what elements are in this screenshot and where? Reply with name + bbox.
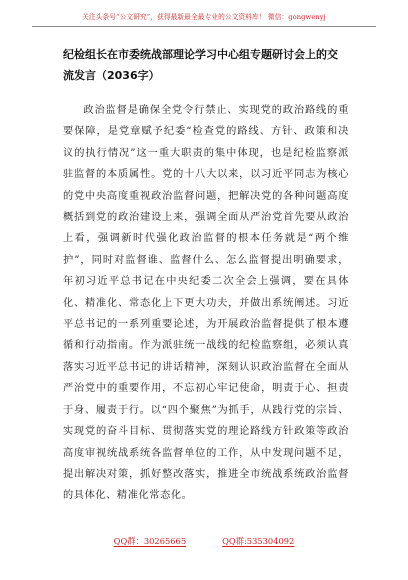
footer-qq-group-2: QQ群:535304092 xyxy=(222,536,295,546)
header-banner: 关注头条号“公文研究”，获得最新最全最专业的公文资料库！ 微信：gongwenyj xyxy=(82,13,326,21)
document-title: 纪检组长在市委统战部理论学习中心组专题研讨会上的交流发言（2036字） xyxy=(63,48,338,82)
footer-qq-group-1: QQ群：30265665 xyxy=(113,536,187,546)
footer xyxy=(0,535,408,549)
header-divider xyxy=(32,26,376,27)
document-body-paragraph: 政治监督是确保全党令行禁止、实现党的政治路线的重要保障，是党章赋予纪委“检查党的路线、方针、政策和决议的执行情况”这一重大职责的集中体现，也是纪检监察派驻监督的本质属性。党的十八大以来，以习近平同志为核心的党中央高度重视政治监督问题，把解决党的各种问题高度概括到党的政治建设上来，强调全面从严治党首先要从政治上看，强调新时代强化政治监督的根本任务就是“两个维护”，同时对监督谁、监督什么、怎么监督提出明确要求，年初习近平总书记在中央纪委二次全会上强调，要在具体化、精准化、常态化上下更大功夫，并做出系统阐述。习近平总书记的一系列重要论述，为开展政治监督提供了根本遵循和行动指南。作为派驻统一战线的纪检监察组，必须认真落实习近平总书记的讲话精神，深刻认识政治监督在全面从严治党中的重要作用，不忘初心牢记使命，明责于心、担责于身、履责于行。以“四个聚焦”为抓手，从践行党的宗旨、实现党的奋斗目标、贯彻落实党的理论路线方针政策等政治高度审视统战系统各监督单位的工作，从中发现问题不足，提出解决对策，抓好整改落实，推进全市统战系统政治监督的具体化、精准化常态化。 xyxy=(63,105,349,502)
